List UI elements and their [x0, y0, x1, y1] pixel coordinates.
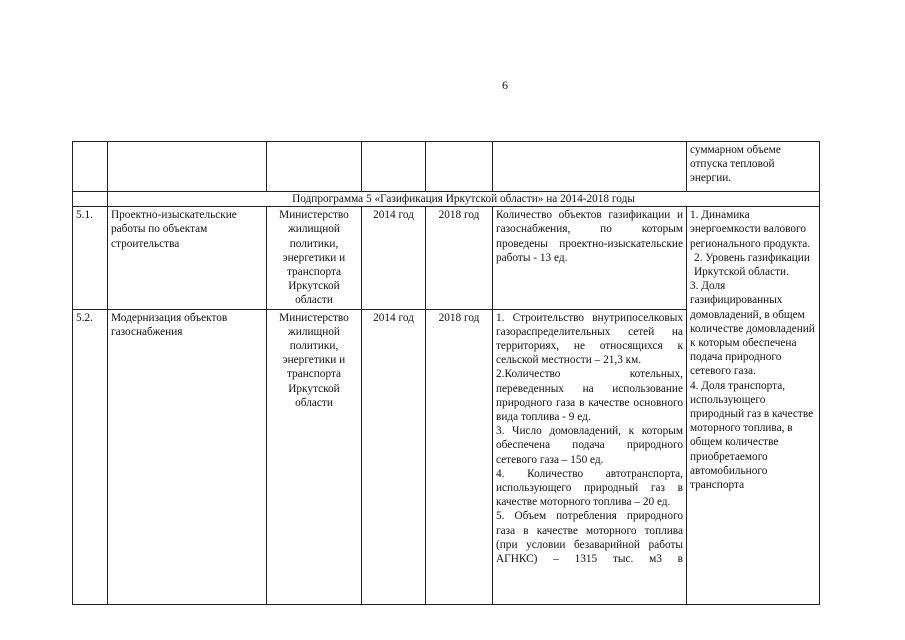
cell-empty [362, 142, 426, 192]
start-year: 2014 год [362, 309, 426, 604]
continuation-indicator: суммарном объеме отпуска тепловой энергии. [687, 142, 820, 192]
cell-empty [493, 142, 687, 192]
end-year: 2018 год [426, 309, 493, 604]
subprogram-row [73, 192, 820, 207]
result-item: 1. Строительство внутрипоселковых газораспределительных сетей на территориях, не относящихся к сельской местности – 21,3 км. [496, 311, 683, 367]
start-year: 2014 год [362, 207, 426, 309]
result-item: 4. Количество автотранспорта, использующего природный газ в качестве моторного топлива – 20 ед. [496, 467, 683, 509]
expected-results [493, 207, 687, 309]
target-indicators [687, 207, 820, 604]
page-number: 6 [502, 78, 508, 92]
result-item: Количество объектов газификации и газоснабжения, по которым проведены проектно-изыскательские работы - 13 ед. [496, 209, 683, 264]
result-item: 3. Число домовладений, к которым обеспечена подача природного сетевого газа – 150 ед. [496, 425, 683, 466]
executor: Министерство жилищной политики, энергетики и транспорта Иркутской области [267, 309, 362, 604]
indicator-item: 1. Динамика энергоемкости валового регионального продукта. [690, 209, 811, 250]
row-number: 5.1. [73, 207, 108, 309]
program-table [72, 141, 820, 605]
cell-empty [108, 142, 267, 192]
cell-empty [73, 142, 108, 192]
cell-empty [73, 192, 108, 207]
cell-empty [267, 142, 362, 192]
result-item: 2.Количество котельных, переведенных на использование природного газа в качестве основного вида топлива - 9 ед. [496, 368, 683, 424]
continuation-row [73, 142, 820, 192]
measure-name: Модернизация объектов газоснабжения [108, 309, 267, 604]
measure-name: Проектно-изыскательские работы по объектам строительства [108, 207, 267, 309]
end-year: 2018 год [426, 207, 493, 309]
cell-empty [426, 142, 493, 192]
result-item: 5. Объем потребления природного газа в качестве моторного топлива (при условии безаварийной работы АГНКС) – 1315 тыс. м3 в [496, 510, 683, 566]
subprogram-title: Подпрограмма 5 «Газификация Иркутской области» на 2014-2018 годы [108, 192, 820, 207]
indicator-item: 2. Уровень газификации Иркутской области. [694, 251, 810, 279]
row-number: 5.2. [73, 309, 108, 604]
table-row [73, 207, 820, 309]
indicator-item: 3. Доля газифицированных домовладений, в общем количестве домовладений к которым обеспечена подача природного сетевого газа. [690, 280, 815, 378]
expected-results [493, 309, 687, 604]
executor: Министерство жилищной политики, энергетики и транспорта Иркутской области [267, 207, 362, 309]
indicator-item: 4. Доля транспорта, использующего природный газ в качестве моторного топлива, в общем количестве приобретаемого автомобильного транспорта [690, 379, 814, 492]
